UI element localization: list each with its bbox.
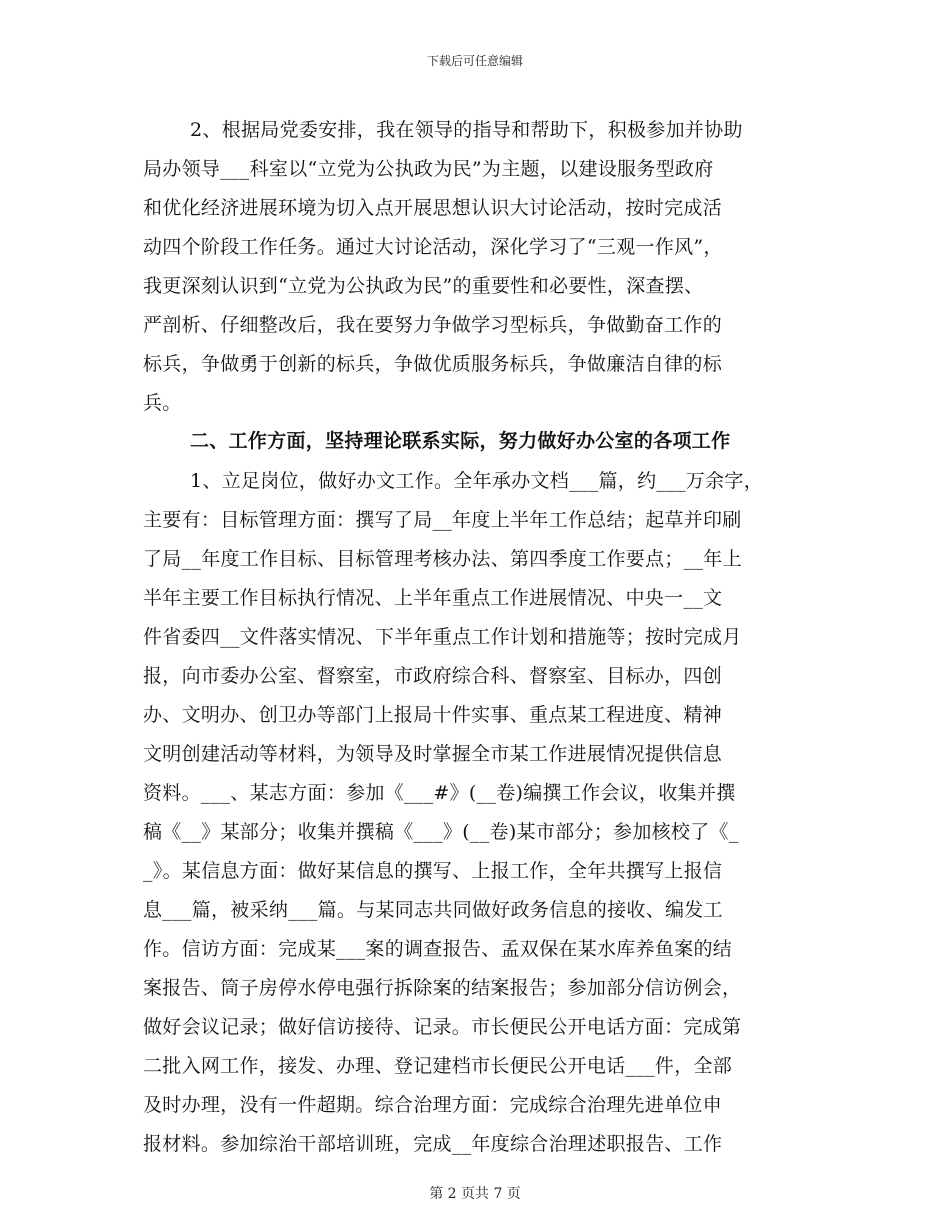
- paragraph-line: 办、文明办、创卫办等部门上报局十件实事、重点某工程进度、精神: [143, 704, 723, 726]
- paragraph-line: _》。某信息方面：做好某信息的撰写、上报工作，全年共撰写上报信: [143, 860, 723, 882]
- paragraph-line: 动四个阶段工作任务。通过大讨论活动，深化学习了“三观一作风”，: [143, 236, 723, 258]
- paragraph-line: 及时办理，没有一件超期。综合治理方面：完成综合治理先进单位申: [143, 1094, 723, 1116]
- paragraph-line: 我更深刻认识到“立党为公执政为民”的重要性和必要性，深查摆、: [143, 275, 704, 297]
- paragraph-line: 半年主要工作目标执行情况、上半年重点工作进展情况、中央一__文: [143, 587, 723, 609]
- paragraph-line: 主要有：目标管理方面：撰写了局__年度上半年工作总结；起草并印刷: [143, 509, 742, 531]
- paragraph-line: 1、立足岗位，做好办文工作。全年承办文档___篇，约___万余字，: [190, 470, 763, 492]
- paragraph-line: 案报告、筒子房停水停电强行拆除案的结案报告；参加部分信访例会，: [143, 977, 742, 999]
- page-footer: 第 2 页共 7 页: [429, 1186, 521, 1202]
- paragraph-line: 做好会议记录；做好信访接待、记录。市长便民公开电话方面：完成第: [143, 1016, 742, 1038]
- paragraph-line: 件省委四__文件落实情况、下半年重点工作计划和措施等；按时完成月: [143, 626, 742, 648]
- section-heading: 二、工作方面，坚持理论联系实际，努力做好办公室的各项工作: [190, 430, 731, 452]
- paragraph-line: 标兵，争做勇于创新的标兵，争做优质服务标兵，争做廉洁自律的标: [143, 353, 723, 375]
- paragraph-line: 兵。: [143, 392, 182, 414]
- paragraph-line: 作。信访方面：完成某___案的调查报告、孟双保在某水库养鱼案的结: [143, 938, 733, 960]
- paragraph-line: 局办领导___科室以“立党为公执政为民”为主题，以建设服务型政府: [143, 158, 714, 180]
- paragraph-line: 资料。___、某志方面：参加《___#》(__卷)编撰工作会议，收集并撰: [143, 782, 736, 804]
- paragraph-line: 报，向市委办公室、督察室，市政府综合科、督察室、目标办，四创: [143, 665, 723, 687]
- paragraph-line: 二批入网工作，接发、办理、登记建档市长便民公开电话___件，全部: [143, 1055, 733, 1077]
- paragraph-line: 和优化经济进展环境为切入点开展思想认识大讨论活动，按时完成活: [143, 197, 723, 219]
- paragraph-line: 文明创建活动等材料，为领导及时掌握全市某工作进展情况提供信息: [143, 743, 723, 765]
- paragraph-line: 报材料。参加综治干部培训班，完成__年度综合治理述职报告、工作: [143, 1133, 723, 1155]
- paragraph-line: 稿《__》某部分；收集并撰稿《___》(__卷)某市部分；参加核校了《_: [143, 821, 739, 843]
- paragraph-line: 2、根据局党委安排，我在领导的指导和帮助下，积极参加并协助: [190, 119, 743, 141]
- paragraph-line: 严剖析、仔细整改后，我在要努力争做学习型标兵，争做勤奋工作的: [143, 314, 723, 336]
- page-header: 下载后可任意编辑: [426, 54, 523, 68]
- paragraph-line: 息___篇，被采纳___篇。与某同志共同做好政务信息的接收、编发工: [143, 899, 723, 921]
- paragraph-line: 了局__年度工作目标、目标管理考核办法、第四季度工作要点；__年上: [143, 548, 742, 570]
